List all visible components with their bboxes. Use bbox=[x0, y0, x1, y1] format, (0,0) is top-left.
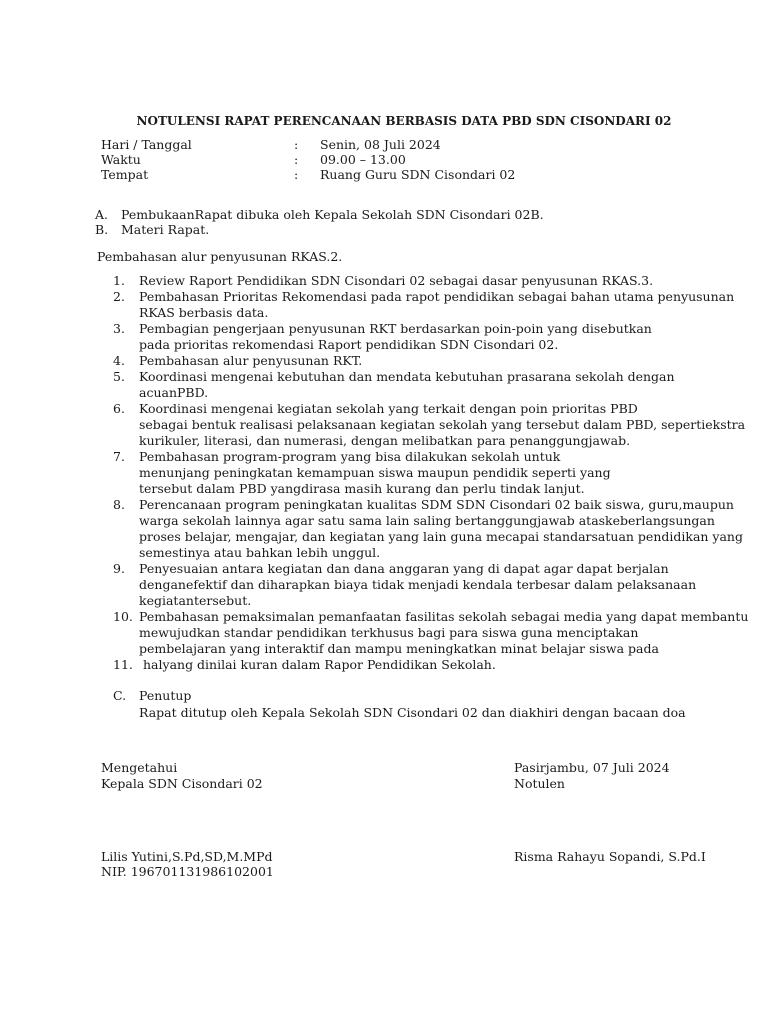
signature-right-date: Pasirjambu, 07 Juli 2024 bbox=[514, 760, 670, 775]
list-item-number: 3. bbox=[113, 321, 125, 336]
list-item-line: Pembahasan Prioritas Rekomendasi pada rapot pendidikan sebagai bahan utama penyusunan bbox=[139, 289, 735, 304]
list-item-line: denganefektif dan diharapkan biaya tidak menjadi kendala terbesar dalam pelaksanaan bbox=[139, 577, 697, 592]
list-item bbox=[113, 449, 733, 497]
list-item-line: Review Raport Pendidikan SDN Cisondari 02 sebagai dasar penyusunan RKAS.3. bbox=[139, 273, 654, 288]
list-item bbox=[113, 497, 743, 561]
list-item-line: Pembahasan program-program yang bisa dilakukan sekolah untuk bbox=[139, 449, 561, 464]
list-item bbox=[113, 369, 733, 401]
list-item-line: kegiatantersebut. bbox=[139, 593, 252, 608]
meeting-info bbox=[101, 137, 661, 182]
list-item-line: Perencanaan program peningkatan kualitas SDM SDN Cisondari 02 baik siswa, guru,maupun bbox=[139, 497, 734, 512]
list-item-number: 11. bbox=[113, 657, 133, 672]
signature-left-label: Mengetahui bbox=[101, 760, 178, 775]
list-item-number: 6. bbox=[113, 401, 125, 416]
section-text: PembukaanRapat dibuka oleh Kepala Sekolah SDN Cisondari 02B. bbox=[121, 207, 544, 222]
list-item-line: warga sekolah lainnya agar satu sama lain saling bertanggungjawab ataskeberlangsungan bbox=[139, 513, 715, 528]
info-value: 09.00 – 13.00 bbox=[320, 152, 406, 167]
list-item-number: 1. bbox=[113, 273, 125, 288]
list-item-line: halyang dinilai kuran dalam Rapor Pendidikan Sekolah. bbox=[143, 657, 496, 672]
list-item-number: 9. bbox=[113, 561, 125, 576]
closing-text: Rapat ditutup oleh Kepala Sekolah SDN Cisondari 02 dan diakhiri dengan bacaan doa bbox=[139, 705, 686, 720]
document-title: NOTULENSI RAPAT PERENCANAAN BERBASIS DATA PBD SDN CISONDARI 02 bbox=[136, 114, 672, 128]
list-item-line: kurikuler, literasi, dan numerasi, dengan melibatkan para penanggungjawab. bbox=[139, 433, 631, 448]
list-item-line: proses belajar, mengajar, dan kegiatan yang lain guna mecapai standarsatuan pendidikan yang bbox=[139, 529, 743, 544]
list-item-line: pembelajaran yang interaktif dan mampu meningkatkan minat belajar siswa pada bbox=[139, 641, 659, 656]
list-item bbox=[113, 353, 733, 369]
section-marker: A. bbox=[95, 207, 109, 222]
list-item-line: semestinya atau bahkan lebih unggul. bbox=[139, 545, 381, 560]
list-item-line: Koordinasi mengenai kebutuhan dan mendata kebutuhan prasarana sekolah dengan bbox=[139, 369, 675, 384]
signature-left-name: Lilis Yutini,S.Pd,SD,M.MPd bbox=[101, 849, 273, 864]
list-item bbox=[113, 401, 746, 449]
list-item-line: Penyesuaian antara kegiatan dan dana anggaran yang di dapat agar dapat berjalan bbox=[139, 561, 669, 576]
signature-left-nip: NIP. 196701131986102001 bbox=[101, 864, 274, 879]
list-item-number: 2. bbox=[113, 289, 125, 304]
list-item-line: Pembahasan alur penyusunan RKT. bbox=[139, 353, 363, 368]
info-row-time bbox=[101, 152, 661, 167]
info-row-date bbox=[101, 137, 661, 152]
info-colon: : bbox=[294, 167, 299, 182]
list-item-line: Koordinasi mengenai kegiatan sekolah yang terkait dengan poin prioritas PBD bbox=[139, 401, 638, 416]
list-item bbox=[113, 289, 733, 321]
list-item-line: mewujudkan standar pendidikan terkhusus bagi para siswa guna menciptakan bbox=[139, 625, 639, 640]
list-item-line: acuanPBD. bbox=[139, 385, 209, 400]
info-row-place bbox=[101, 167, 661, 182]
list-item bbox=[113, 561, 733, 609]
info-value: Ruang Guru SDN Cisondari 02 bbox=[320, 167, 516, 182]
list-item bbox=[113, 273, 733, 289]
list-item bbox=[113, 609, 749, 657]
info-key: Waktu bbox=[101, 152, 141, 167]
list-item-line: Pembagian pengerjaan penyusunan RKT berdasarkan poin-poin yang disebutkan bbox=[139, 321, 652, 336]
closing-heading: Penutup bbox=[139, 688, 192, 703]
signature-right-title: Notulen bbox=[514, 776, 565, 791]
info-colon: : bbox=[294, 137, 299, 152]
list-item-number: 5. bbox=[113, 369, 125, 384]
list-item-number: 10. bbox=[113, 609, 133, 624]
info-colon: : bbox=[294, 152, 299, 167]
list-item-number: 8. bbox=[113, 497, 125, 512]
discussion-list bbox=[113, 273, 749, 673]
info-key: Hari / Tanggal bbox=[101, 137, 192, 152]
section-marker: B. bbox=[95, 222, 109, 237]
list-item-line: RKAS berbasis data. bbox=[139, 305, 269, 320]
list-item-line: menunjang peningkatan kemampuan siswa maupun pendidik seperti yang bbox=[139, 465, 611, 480]
list-item bbox=[113, 657, 733, 673]
list-item-line: tersebut dalam PBD yangdirasa masih kurang dan perlu tindak lanjut. bbox=[139, 481, 585, 496]
section-marker: C. bbox=[113, 688, 127, 703]
info-value: Senin, 08 Juli 2024 bbox=[320, 137, 441, 152]
signature-right-name: Risma Rahayu Sopandi, S.Pd.I bbox=[514, 849, 706, 864]
list-item-line: Pembahasan pemaksimalan pemanfaatan fasilitas sekolah sebagai media yang dapat membantu bbox=[139, 609, 749, 624]
info-key: Tempat bbox=[101, 167, 149, 182]
section-text: Materi Rapat. bbox=[121, 222, 210, 237]
discussion-heading: Pembahasan alur penyusunan RKAS.2. bbox=[97, 249, 343, 264]
list-item-number: 4. bbox=[113, 353, 125, 368]
list-item-number: 7. bbox=[113, 449, 125, 464]
list-item bbox=[113, 321, 733, 353]
list-item-line: sebagai bentuk realisasi pelaksanaan kegiatan sekolah yang tersebut dalam PBD, sepertiekstra bbox=[139, 417, 746, 432]
signature-left-title: Kepala SDN Cisondari 02 bbox=[101, 776, 263, 791]
list-item-line: pada prioritas rekomendasi Raport pendidikan SDN Cisondari 02. bbox=[139, 337, 559, 352]
